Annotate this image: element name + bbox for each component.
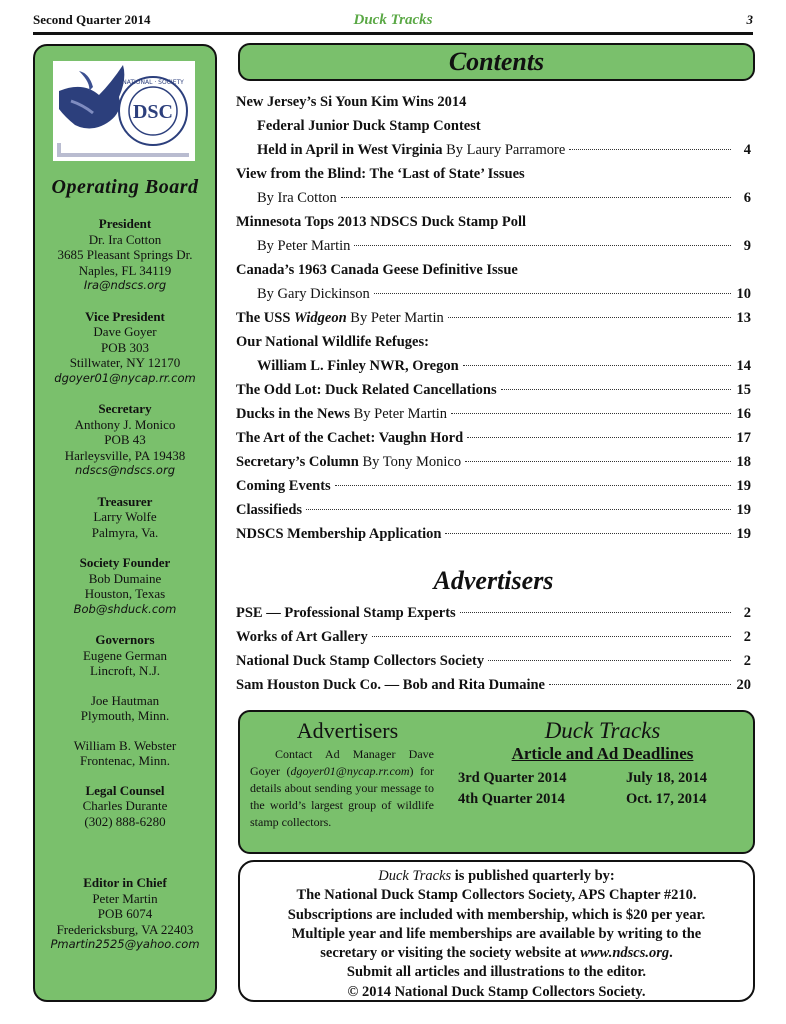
toc-entry [236, 498, 751, 522]
toc-entry [236, 378, 751, 402]
secretary-city: Harleysville, PA 19438 [64, 447, 186, 463]
vice-president-city: Stillwater, NY 12170 [69, 355, 181, 370]
dot-leader [488, 660, 731, 661]
publication-mag-name: Duck Tracks [378, 868, 452, 884]
toc-entry-author: By Ira Cotton [257, 190, 337, 206]
toc-entry-author: By Peter Martin [350, 406, 448, 422]
toc-entry [236, 234, 751, 258]
treasurer-role: Treasurer [97, 493, 153, 509]
page-number: 3 [746, 12, 753, 27]
toc-entry-page: 2 [743, 653, 751, 669]
dot-leader [372, 636, 731, 637]
toc-entry-page: 9 [743, 238, 751, 254]
toc-entry-title: William L. Finley NWR, Oregon [257, 358, 459, 374]
toc-entry [236, 601, 751, 625]
governor-1-name: Eugene German [82, 647, 168, 663]
toc-entry [236, 450, 751, 474]
toc-entry-page: 16 [736, 406, 751, 422]
toc-entry-page: 18 [736, 454, 751, 470]
secretary-address: POB 43 [104, 432, 146, 447]
advertisers-list [236, 601, 751, 697]
toc-entry-title: New Jersey’s Si Youn Kim Wins 2014 [236, 94, 467, 110]
toc-entry-title: The Odd Lot: Duck Related Cancellations [236, 382, 497, 398]
editor-city: Fredericksburg, VA 22403 [56, 921, 194, 937]
toc-entry-title: Ducks in the News [236, 406, 350, 422]
president-city: Naples, FL 34119 [78, 262, 172, 278]
publication-info-box [238, 860, 755, 1002]
toc-entry-title: NDSCS Membership Application [236, 526, 442, 542]
founder-name: Bob Dumaine [88, 570, 162, 586]
toc-entry-page: 19 [736, 478, 751, 494]
toc-entry-title: Held in April in West Virginia [257, 142, 443, 158]
toc-entry-author: By Gary Dickinson [257, 286, 370, 302]
vice-president-name: Dave Goyer [93, 324, 157, 339]
toc-entry [236, 114, 751, 138]
newsletter-name: Duck Tracks [353, 12, 433, 28]
ad-contact-email: dgoyer01@nycap.rr.com [290, 764, 410, 778]
counsel-phone: (302) 888-6280 [84, 813, 166, 829]
toc-entry [236, 258, 751, 282]
toc-entry-author: By Peter Martin [257, 238, 351, 254]
toc-entry-page: 6 [743, 190, 751, 206]
toc-entry [236, 625, 751, 649]
board-list [35, 216, 215, 953]
toc-entry-title: National Duck Stamp Collectors Society [236, 653, 485, 669]
treasurer-name: Larry Wolfe [93, 509, 157, 524]
toc-entry-title: Minnesota Tops 2013 NDSCS Duck Stamp Poll [236, 214, 527, 230]
ad-box-title: Advertisers [296, 718, 399, 743]
governor-2-name: Joe Hautman [90, 692, 160, 708]
toc-entry-title: Secretary’s Column [236, 454, 359, 470]
table-of-contents [236, 90, 751, 546]
vice-president-email: dgoyer01@nycap.rr.com [54, 370, 196, 385]
deadline-date: Oct. 17, 2014 [626, 791, 707, 807]
dot-leader [460, 612, 731, 613]
board-title: Operating Board [51, 176, 199, 198]
ndscs-logo [53, 61, 195, 161]
dot-leader [465, 461, 731, 462]
vice-president-role: Vice President [85, 308, 165, 324]
toc-entry-title: Canada’s 1963 Canada Geese Definitive Issue [236, 262, 518, 278]
toc-entry-title: View from the Blind: The ‘Last of State’ Issues [236, 166, 525, 182]
contents-title: Contents [238, 43, 755, 81]
toc-entry-page: 2 [743, 605, 751, 621]
toc-entry-page: 14 [736, 358, 751, 374]
toc-entry [236, 426, 751, 450]
toc-entry-title: Federal Junior Duck Stamp Contest [257, 118, 481, 134]
ad-contact-text: Contact Ad Manager Dave Goyer (dgoyer01@nycap.rr.com) for details about sending your message to the world’s largest group of wildlife stamp collectors. [250, 747, 434, 829]
dot-leader [451, 413, 731, 414]
treasurer-city: Palmyra, Va. [91, 524, 159, 540]
dot-leader [448, 317, 731, 318]
dot-leader [445, 533, 731, 534]
secretary-name: Anthony J. Monico [74, 416, 176, 432]
dot-leader [306, 509, 731, 510]
governor-3-name: William B. Webster [73, 737, 177, 753]
toc-entry [236, 162, 751, 186]
advertising-info-box [238, 710, 755, 854]
logo-ring-text: NATIONAL · SOCIETY [122, 79, 184, 86]
dot-leader [463, 365, 731, 366]
toc-entry-page: 2 [743, 629, 751, 645]
toc-entry-author: By Laury Parramore [442, 142, 566, 158]
deadlines-newsletter-name: Duck Tracks [544, 718, 661, 743]
toc-entry-title: PSE — Professional Stamp Experts [236, 605, 456, 621]
publication-text: Duck Tracks is published quarterly by: The National Duck Stamp Collectors Society, APS Chapter #210. Subscriptions are included with membership, which is $20 per year. Multiple year and life memberships are available by writing to the secretary or visiting the society website at www.ndscs.org. Submit all articles and illustrations to the editor. © 2014 National Duck Stamp Collectors Society. [287, 868, 706, 1000]
toc-entry-page: 15 [736, 382, 751, 398]
counsel-name: Charles Durante [82, 798, 168, 813]
president-name: Dr. Ira Cotton [88, 231, 162, 247]
page-header [33, 12, 753, 35]
governor-1-city: Lincroft, N.J. [89, 663, 161, 678]
toc-entry-title: Our National Wildlife Refuges: [236, 334, 429, 350]
dot-leader [501, 389, 731, 390]
toc-entry [236, 649, 751, 673]
president-email: Ira@ndscs.org [83, 278, 167, 292]
toc-entry-author: By Peter Martin [346, 310, 444, 326]
toc-entry-title: Sam Houston Duck Co. — Bob and Rita Dumaine [236, 677, 545, 693]
dot-leader [354, 245, 731, 246]
operating-board-sidebar [33, 44, 217, 1002]
toc-entry-page: 10 [736, 286, 751, 302]
deadline-date: July 18, 2014 [626, 770, 707, 786]
president-role: President [98, 216, 152, 231]
deadlines-heading: Article and Ad Deadlines [511, 744, 694, 763]
toc-entry [236, 186, 751, 210]
toc-entry [236, 210, 751, 234]
editor-address: POB 6074 [97, 906, 153, 921]
toc-entry [236, 330, 751, 354]
toc-entry-page: 13 [736, 310, 751, 326]
founder-role: Society Founder [79, 555, 171, 570]
founder-email: Bob@shduck.com [73, 601, 177, 616]
toc-entry-title: Classifieds [236, 502, 303, 518]
logo-monogram: DSC [132, 101, 174, 123]
governor-3-city: Frontenac, Minn. [80, 753, 170, 768]
governors-role: Governors [95, 632, 155, 647]
toc-entry [236, 306, 751, 330]
dot-leader [335, 485, 731, 486]
toc-entry-title: The USS Widgeon [236, 310, 347, 326]
toc-entry-page: 19 [736, 502, 751, 518]
advertisers-heading: Advertisers [433, 566, 554, 595]
vice-president-address: POB 303 [100, 339, 150, 355]
dot-leader [374, 293, 731, 294]
toc-entry-page: 20 [736, 677, 751, 693]
toc-entry-page: 19 [736, 526, 751, 542]
toc-entry [236, 354, 751, 378]
secretary-role: Secretary [98, 401, 152, 416]
toc-entry [236, 673, 751, 697]
dot-leader [341, 197, 731, 198]
editor-email: Pmartin2525@yahoo.com [50, 937, 200, 951]
editor-name: Peter Martin [92, 890, 158, 906]
toc-entry [236, 138, 751, 162]
toc-entry [236, 474, 751, 498]
counsel-role: Legal Counsel [85, 782, 165, 798]
toc-entry [236, 522, 751, 546]
toc-entry-page: 17 [736, 430, 751, 446]
deadline-quarter: 3rd Quarter 2014 [458, 770, 567, 786]
dot-leader [569, 149, 731, 150]
toc-entry [236, 90, 751, 114]
toc-entry-page: 4 [743, 142, 751, 158]
toc-entry [236, 402, 751, 426]
toc-entry-title: Coming Events [236, 478, 331, 494]
toc-entry-author: By Tony Monico [358, 454, 462, 470]
secretary-email: ndscs@ndscs.org [74, 463, 175, 477]
issue-label: Second Quarter 2014 [33, 12, 151, 27]
president-address: 3685 Pleasant Springs Dr. [57, 247, 193, 262]
toc-entry-title: The Art of the Cachet: Vaughn Hord [236, 430, 464, 446]
toc-entry-title: Works of Art Gallery [236, 629, 368, 645]
editor-role: Editor in Chief [83, 875, 167, 890]
society-website-link[interactable]: www.ndscs.org [580, 945, 670, 962]
deadline-quarter: 4th Quarter 2014 [458, 791, 565, 807]
founder-city: Houston, Texas [84, 586, 166, 601]
governor-2-city: Plymouth, Minn. [80, 708, 170, 723]
dot-leader [467, 437, 731, 438]
toc-entry [236, 282, 751, 306]
dot-leader [549, 684, 731, 685]
